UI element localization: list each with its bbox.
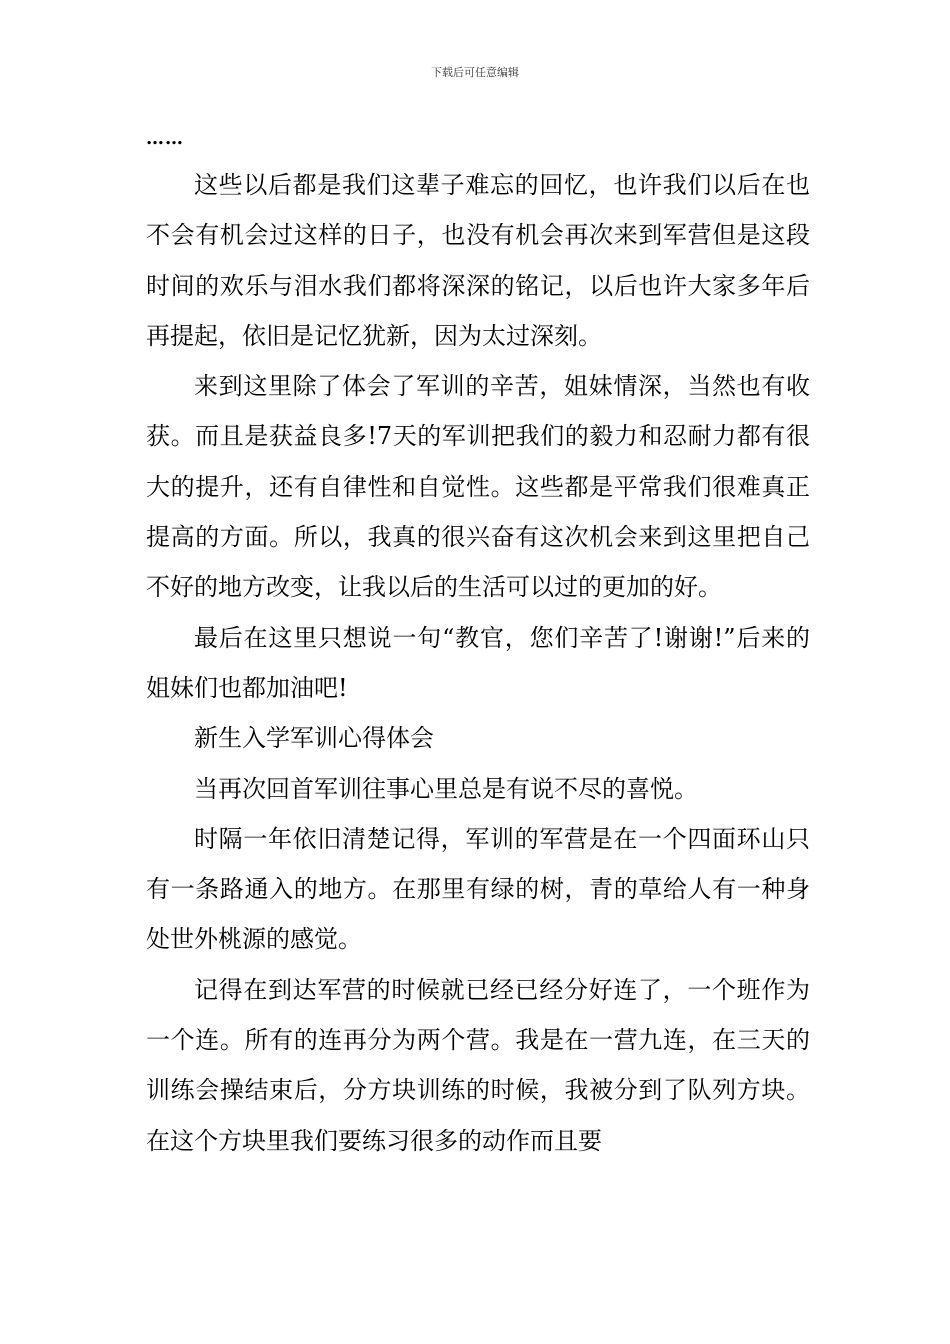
section-title: 新生入学军训心得体会: [194, 724, 434, 753]
page-header-note: 下载后可任意编辑: [431, 66, 519, 79]
paragraph: 这些以后都是我们这辈子难忘的回忆，也许我们以后在也不会有机会过这样的日子，也没有机会再次来到军营但是这段时间的欢乐与泪水我们都将深深的铭记，以后也许大家多年后再提起，依旧是记忆犹新，因为太过深刻。: [146, 171, 810, 350]
paragraph: 最后在这里只想说一句“教官，您们辛苦了!谢谢!”后来的姐妹们也都加油吧!: [146, 623, 810, 702]
ellipsis-line: ……: [146, 128, 184, 149]
paragraph: 当再次回首军训往事心里总是有说不尽的喜悦。: [194, 774, 698, 803]
paragraph: 来到这里除了体会了军训的辛苦，姐妹情深，当然也有收获。而且是获益良多!7天的军训把我们的毅力和忍耐力都有很大的提升，还有自律性和自觉性。这些都是平常我们很难真正提高的方面。所以，我真的很兴奋有这次机会来到这里把自己不好的地方改变，让我以后的生活可以过的更加的好。: [146, 372, 810, 602]
document-body: [146, 126, 810, 1166]
paragraph: 时隔一年依旧清楚记得，军训的军营是在一个四面环山只有一条路通入的地方。在那里有绿的树，青的草给人有一种身处世外桃源的感觉。: [146, 824, 810, 954]
paragraph: 记得在到达军营的时候就已经已经分好连了，一个班作为一个连。所有的连再分为两个营。我是在一营九连，在三天的训练会操结束后，分方块训练的时候，我被分到了队列方块。在这个方块里我们要练习很多的动作而且要: [146, 975, 810, 1155]
